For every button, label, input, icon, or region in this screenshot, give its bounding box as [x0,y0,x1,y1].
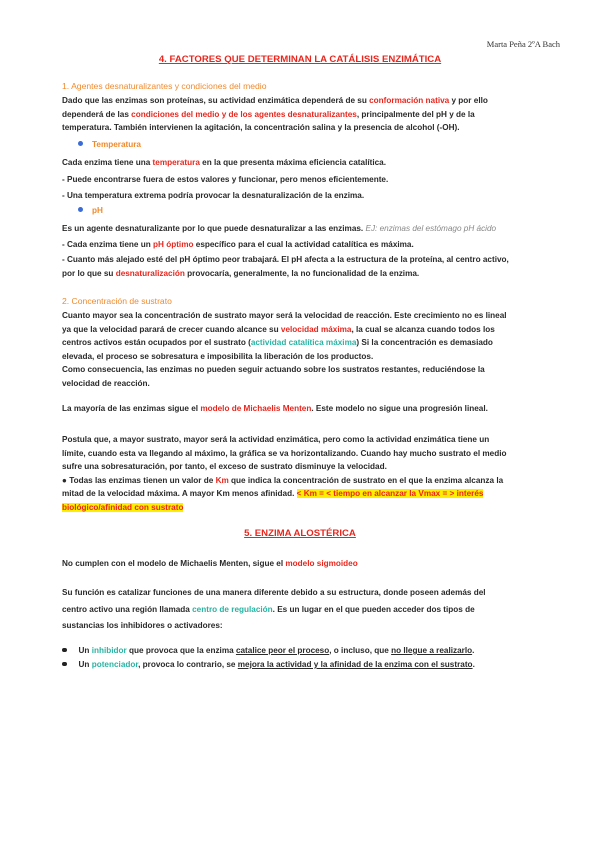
subsection-title-2: 2. Concentración de sustrato [62,296,172,306]
bullet-temperatura: Temperatura [78,140,141,149]
author-header: Marta Peña 2ºA Bach [486,39,560,49]
list-dot-icon [62,662,67,667]
bullet-dot-icon [78,141,83,146]
section-title-4: 4. FACTORES QUE DETERMINAN LA CATÁLISIS ENZIMÁTICA [158,54,442,65]
list-item-potenciador: Un potenciador, provoca lo contrario, se mejora la actividad y la afinidad de la enzima con el sustrato. [62,660,542,669]
paragraph-ph: Es un agente desnaturalizante por lo que puede desnaturalizar a las enzimas. EJ: enzimas del estómago pH ácido - Cada enzima tiene un pH óptimo específico para el cual la actividad catalítica es máxima. - Cuanto más alejado esté del pH óptimo peor trabajará. El pH afecta a la estructura de la proteína, al centro activo, por lo que su desnaturalización provocaría, generalmente, la no funcionalidad de la enzima. [62,224,509,278]
subsection-title-1: 1. Agentes desnaturalizantes y condiciones del medio [62,81,267,91]
bullet-ph: pH [78,206,103,215]
paragraph-alosterica-intro: No cumplen con el modelo de Michaelis Menten, sigue el modelo sigmoideo [62,559,358,568]
paragraph-temperatura: Cada enzima tiene una temperatura en la que presenta máxima eficiencia catalítica. - Puede encontrarse fuera de estos valores y funcionar, pero menos eficientemente. - Una temperatura extrema podría provocar la desnaturalización de la enzima. [62,158,389,201]
section-title-5: 5. ENZIMA ALOSTÉRICA [244,528,356,539]
bullet-dot-icon [78,207,83,212]
paragraph-alosterica-funcion: Su función es catalizar funciones de una manera diferente debido a su estructura, donde poseen además del centro activo una región llamada centro de regulación. Es un lugar en el que pueden acceder dos tipos de sustancias los inhibidores o activadores: [62,588,486,631]
list-item-inhibidor: Un inhibidor que provoca que la enzima catalice peor el proceso, o incluso, que no llegue a realizarlo. [62,646,542,655]
paragraph-agentes: Dado que las enzimas son proteínas, su actividad enzimática dependerá de su conformación nativa y por ello dependerá de las condiciones del medio y de los agentes desnaturalizantes, principalmente del pH y de la temperatura. También intervienen la agitación, la concentración salina y la presencia de alcohol (-OH). [62,96,488,133]
paragraph-postula: Postula que, a mayor sustrato, mayor será la actividad enzimática, pero como la actividad enzimática tiene un límite, cuando esta va llegando al máximo, la gráfica se va horizontalizando. Cuando hay mucho sustrato el medio sufre una sobresaturación, por tanto, el exceso de sustrato disminuye la velocidad. ● Todas las enzimas tienen un valor de Km que indica la concentración de sustrato en el que la enzima alcanza la mitad de la velocidad máxima. A mayor Km menos afinidad. < Km = < tiempo en alcanzar la Vmax = > interés biológico/afinidad con sustrato [62,435,507,512]
list-dot-icon [62,648,67,653]
paragraph-concentracion: Cuanto mayor sea la concentración de sustrato mayor será la velocidad de reacción. Este crecimiento no es lineal ya que la velocidad parará de crecer cuando alcance su velocidad máxima, la cual se alcanza cuando todos los centros activos están ocupados por el sustrato (actividad catalítica máxima) Si la concentración es demasiado elevada, el proceso se sobresatura e imposibilita la liberación de los productos. Como consecuencia, las enzimas no pueden seguir actuando sobre los sustratos restantes, reduciéndose la velocidad de reacción. [62,311,507,388]
paragraph-michaelis: La mayoría de las enzimas sigue el modelo de Michaelis Menten. Este modelo no sigue una progresión lineal. [62,404,488,413]
